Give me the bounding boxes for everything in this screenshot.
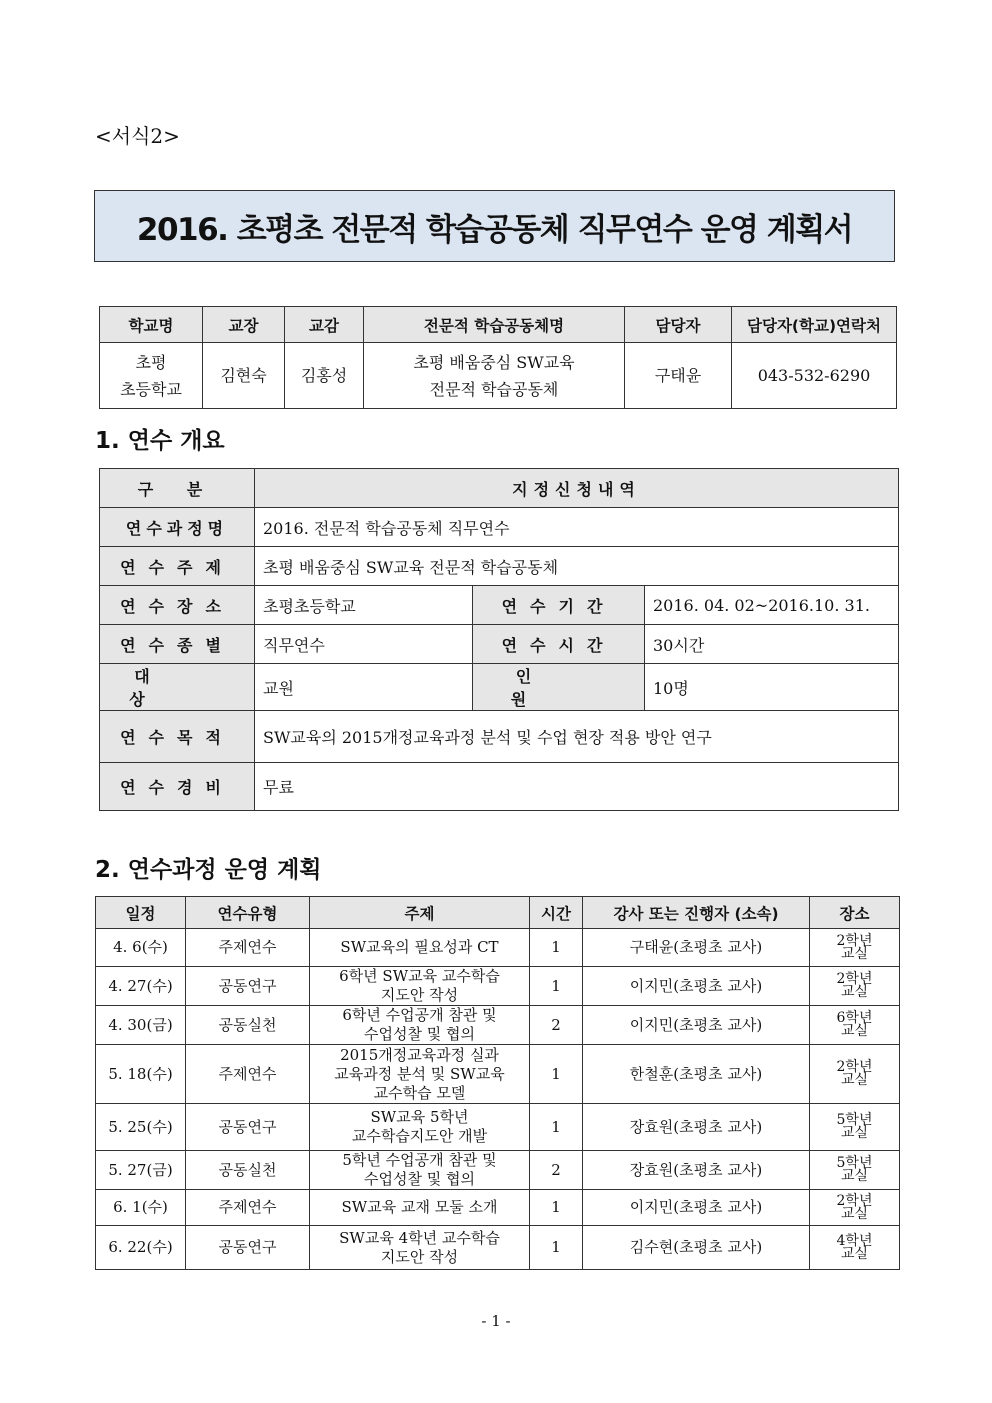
plan-topic-line: 2015개정교육과정 실과 bbox=[340, 1045, 499, 1064]
overview-header-row bbox=[100, 469, 899, 508]
plan-type: 공동실천 bbox=[186, 1151, 310, 1190]
plan-hours: 1 bbox=[530, 929, 583, 967]
plan-place-line: 2학년 bbox=[836, 1192, 873, 1209]
plan-header-date: 일정 bbox=[96, 897, 186, 929]
plan-topic bbox=[310, 1006, 530, 1045]
theme-value: 초평 배움중심 SW교육 전문적 학습공동체 bbox=[255, 547, 899, 586]
plan-type: 주제연수 bbox=[186, 929, 310, 967]
plan-topic-line: 6학년 수업공개 참관 및 bbox=[342, 1006, 497, 1024]
people-value: 10명 bbox=[645, 664, 899, 711]
plan-row bbox=[96, 1045, 900, 1104]
plan-type: 공동연구 bbox=[186, 967, 310, 1006]
cost-label: 연수경비 bbox=[100, 763, 255, 811]
plan-place-line: 교실 bbox=[840, 945, 869, 962]
plan-place-line: 5학년 bbox=[836, 1112, 873, 1128]
type-value: 직무연수 bbox=[255, 625, 473, 664]
plan-instructor: 장효원(초평초 교사) bbox=[583, 1151, 810, 1190]
plan-row bbox=[96, 967, 900, 1006]
plan-topic bbox=[310, 1104, 530, 1151]
principal-name: 김현숙 bbox=[203, 343, 285, 409]
plan-place bbox=[810, 967, 900, 1006]
plan-place-line: 2학년 bbox=[836, 932, 873, 949]
plan-row bbox=[96, 1006, 900, 1045]
plan-topic-line: 6학년 SW교육 교수학습 bbox=[339, 967, 500, 985]
community-name-line2: 전문적 학습공동체 bbox=[429, 379, 559, 399]
purpose-label: 연수목적 bbox=[100, 711, 255, 763]
overview-row-type-hours bbox=[100, 625, 899, 664]
plan-place-line: 교실 bbox=[840, 1072, 869, 1088]
plan-topic-line: SW교육 4학년 교수학습 bbox=[339, 1228, 500, 1247]
plan-place bbox=[810, 1190, 900, 1226]
school-table-row bbox=[100, 343, 897, 409]
plan-type: 주제연수 bbox=[186, 1190, 310, 1226]
plan-date: 5. 25(수) bbox=[96, 1104, 186, 1151]
plan-topic-line: 5학년 수업공개 참관 및 bbox=[342, 1151, 497, 1169]
plan-hours: 1 bbox=[530, 1045, 583, 1104]
plan-type: 공동실천 bbox=[186, 1006, 310, 1045]
plan-topic-line: SW교육 교재 모둘 소개 bbox=[341, 1198, 498, 1216]
plan-topic bbox=[310, 1226, 530, 1270]
plan-instructor: 이지민(초평초 교사) bbox=[583, 1006, 810, 1045]
school-table-header-row bbox=[100, 307, 897, 343]
type-label: 연수종별 bbox=[100, 625, 255, 664]
course-name-value: 2016. 전문적 학습공동체 직무연수 bbox=[255, 508, 899, 547]
overview-row-cost bbox=[100, 763, 899, 811]
plan-instructor: 이지민(초평초 교사) bbox=[583, 967, 810, 1006]
vice-principal-name: 김홍성 bbox=[285, 343, 364, 409]
plan-row bbox=[96, 1190, 900, 1226]
target-label: 대상 bbox=[100, 664, 255, 711]
plan-place bbox=[810, 929, 900, 967]
period-value: 2016. 04. 02~2016.10. 31. bbox=[645, 586, 899, 625]
theme-label: 연수주제 bbox=[100, 547, 255, 586]
plan-place-line: 2학년 bbox=[836, 1059, 873, 1075]
plan-date: 4. 27(수) bbox=[96, 967, 186, 1006]
plan-header-hours: 시간 bbox=[530, 897, 583, 929]
hours-value: 30시간 bbox=[645, 625, 899, 664]
overview-row-purpose bbox=[100, 711, 899, 763]
contact-number: 043-532-6290 bbox=[732, 343, 897, 409]
plan-date: 4. 30(금) bbox=[96, 1006, 186, 1045]
document-title: 2016. 초평초 전문적 학습공동체 직무연수 운영 계획서 bbox=[136, 211, 853, 248]
plan-hours: 1 bbox=[530, 1190, 583, 1226]
plan-type: 공동연구 bbox=[186, 1104, 310, 1151]
place-value: 초평초등학교 bbox=[255, 586, 473, 625]
overview-row-place-period bbox=[100, 586, 899, 625]
course-name-label: 연수과정명 bbox=[100, 508, 255, 547]
plan-topic-line: 지도안 작성 bbox=[380, 986, 459, 1004]
plan-place-line: 교실 bbox=[840, 1205, 869, 1222]
period-label: 연수기간 bbox=[473, 586, 645, 625]
manager-name: 구태윤 bbox=[625, 343, 732, 409]
plan-hours: 1 bbox=[530, 1226, 583, 1270]
plan-type: 공동연구 bbox=[186, 1226, 310, 1270]
plan-header-place: 장소 bbox=[810, 897, 900, 929]
plan-instructor: 구태윤(초평초 교사) bbox=[583, 929, 810, 967]
plan-place-line: 교실 bbox=[840, 1245, 869, 1262]
plan-header-type: 연수유형 bbox=[186, 897, 310, 929]
header-community-name: 전문적 학습공동체명 bbox=[364, 307, 625, 343]
plan-topic-line: 수업성찰 및 협의 bbox=[364, 1025, 475, 1043]
header-manager: 담당자 bbox=[625, 307, 732, 343]
plan-topic bbox=[310, 1190, 530, 1226]
overview-row-course-name bbox=[100, 508, 899, 547]
header-principal: 교장 bbox=[203, 307, 285, 343]
plan-topic bbox=[310, 967, 530, 1006]
plan-topic-line: 교수학습 모델 bbox=[373, 1083, 466, 1102]
plan-topic-line: SW교육의 필요성과 CT bbox=[340, 938, 499, 956]
target-value: 교원 bbox=[255, 664, 473, 711]
section-1-heading: 1. 연수 개요 bbox=[95, 428, 225, 454]
hours-label: 연수시간 bbox=[473, 625, 645, 664]
overview-table bbox=[99, 468, 899, 811]
plan-instructor: 김수현(초평초 교사) bbox=[583, 1226, 810, 1270]
community-name-cell bbox=[364, 343, 625, 409]
plan-hours: 1 bbox=[530, 1104, 583, 1151]
plan-header-instructor: 강사 또는 진행자 (소속) bbox=[583, 897, 810, 929]
plan-row bbox=[96, 929, 900, 967]
plan-place bbox=[810, 1045, 900, 1104]
plan-place-line: 2학년 bbox=[836, 971, 873, 987]
school-name-cell bbox=[100, 343, 203, 409]
school-name-line1: 초평 bbox=[135, 352, 167, 372]
document-title-box bbox=[94, 190, 895, 262]
overview-row-target-people bbox=[100, 664, 899, 711]
plan-place-line: 교실 bbox=[840, 1168, 869, 1184]
people-label: 인원 bbox=[473, 664, 645, 711]
plan-type: 주제연수 bbox=[186, 1045, 310, 1104]
plan-header-topic: 주제 bbox=[310, 897, 530, 929]
plan-hours: 1 bbox=[530, 967, 583, 1006]
plan-date: 6. 1(수) bbox=[96, 1190, 186, 1226]
plan-topic-line: 수업성찰 및 협의 bbox=[364, 1170, 475, 1188]
plan-topic-line: 교육과정 분석 및 SW교육 bbox=[334, 1064, 505, 1083]
header-school-name: 학교명 bbox=[100, 307, 203, 343]
plan-topic bbox=[310, 1045, 530, 1104]
plan-instructor: 장효원(초평초 교사) bbox=[583, 1104, 810, 1151]
plan-topic bbox=[310, 929, 530, 967]
plan-hours: 2 bbox=[530, 1006, 583, 1045]
plan-row bbox=[96, 1151, 900, 1190]
cost-value: 무료 bbox=[255, 763, 899, 811]
plan-topic-line: 교수학습지도안 개발 bbox=[351, 1127, 488, 1145]
place-label: 연수장소 bbox=[100, 586, 255, 625]
plan-date: 4. 6(수) bbox=[96, 929, 186, 967]
plan-table bbox=[95, 896, 900, 1270]
header-contact: 담당자(학교)연락처 bbox=[732, 307, 897, 343]
plan-topic bbox=[310, 1151, 530, 1190]
plan-place bbox=[810, 1226, 900, 1270]
plan-header-row bbox=[96, 897, 900, 929]
header-vice-principal: 교감 bbox=[285, 307, 364, 343]
overview-row-theme bbox=[100, 547, 899, 586]
plan-place-line: 5학년 bbox=[836, 1155, 873, 1171]
school-info-table bbox=[99, 306, 897, 409]
plan-place bbox=[810, 1006, 900, 1045]
plan-place-line: 6학년 bbox=[836, 1010, 873, 1026]
community-name-line1: 초평 배움중심 SW교육 bbox=[413, 352, 575, 372]
plan-body bbox=[96, 929, 900, 1270]
form-label: <서식2> bbox=[95, 124, 180, 148]
school-name-line2: 초등학교 bbox=[120, 379, 182, 399]
plan-date: 5. 18(수) bbox=[96, 1045, 186, 1104]
plan-date: 6. 22(수) bbox=[96, 1226, 186, 1270]
plan-place-line: 교실 bbox=[840, 1023, 869, 1039]
plan-instructor: 한철훈(초평초 교사) bbox=[583, 1045, 810, 1104]
page-number: - 1 - bbox=[481, 1312, 511, 1330]
overview-header-value: 지정신청내역 bbox=[255, 469, 899, 508]
overview-header-label: 구 분 bbox=[100, 469, 255, 508]
section-2-heading: 2. 연수과정 운영 계획 bbox=[95, 857, 322, 883]
plan-place-line: 4학년 bbox=[836, 1232, 873, 1249]
plan-place-line: 교실 bbox=[840, 984, 869, 1000]
plan-instructor: 이지민(초평초 교사) bbox=[583, 1190, 810, 1226]
plan-topic-line: SW교육 5학년 bbox=[370, 1108, 469, 1126]
plan-row bbox=[96, 1104, 900, 1151]
purpose-value: SW교육의 2015개정교육과정 분석 및 수업 현장 적용 방안 연구 bbox=[255, 711, 899, 763]
plan-hours: 2 bbox=[530, 1151, 583, 1190]
plan-date: 5. 27(금) bbox=[96, 1151, 186, 1190]
plan-place bbox=[810, 1151, 900, 1190]
plan-topic-line: 지도안 작성 bbox=[380, 1247, 459, 1266]
plan-place-line: 교실 bbox=[840, 1125, 869, 1141]
plan-row bbox=[96, 1226, 900, 1270]
plan-place bbox=[810, 1104, 900, 1151]
